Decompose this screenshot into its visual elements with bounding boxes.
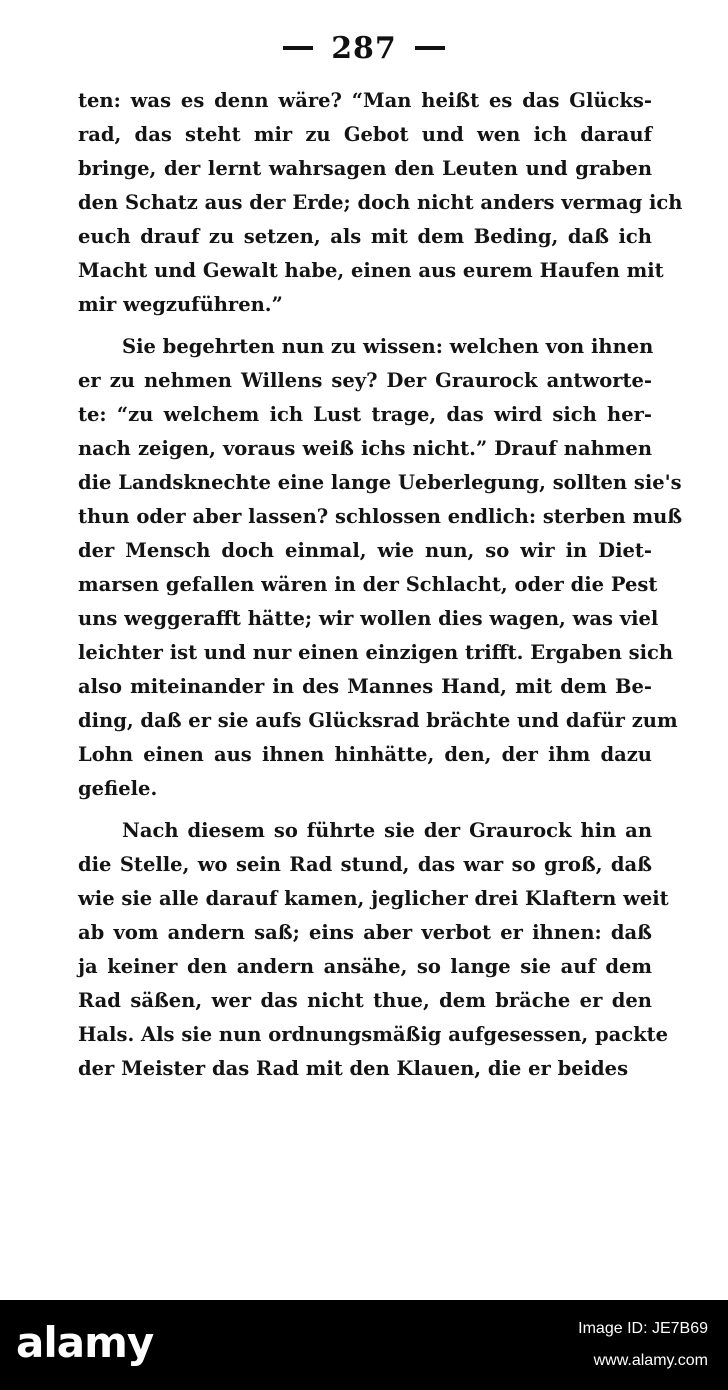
text-line: die Landsknechte eine lange Ueberlegung, sollten sie's	[78, 471, 682, 494]
text-line: ding, daß er sie aufs Glücksrad brächte und dafür zum	[78, 709, 678, 732]
page-header	[0, 26, 728, 70]
text-line: thun oder aber lassen? schlossen endlich: sterben muß	[78, 505, 683, 528]
text-line: der Mensch doch einmal, wie nun, so wir in Diet-	[78, 539, 652, 562]
text-line: bringe, der lernt wahrsagen den Leuten und graben	[78, 157, 652, 180]
text-line: marsen gefallen wären in der Schlacht, oder die Pest	[78, 573, 658, 596]
text-line: also miteinander in des Mannes Hand, mit dem Be-	[78, 675, 652, 698]
right-dash-ornament	[415, 46, 445, 50]
text-line: Hals. Als sie nun ordnungsmäßig aufgesessen, packte	[78, 1023, 669, 1046]
image-id-label: Image ID: JE7B69	[578, 1320, 708, 1337]
watermark-bar	[0, 1300, 728, 1390]
text-line: den Schatz aus der Erde; doch nicht anders vermag ich	[78, 191, 683, 214]
text-line: Macht und Gewalt habe, einen aus eurem Haufen mit	[78, 259, 664, 282]
text-line: Rad säßen, wer das nicht thue, dem bräche er den	[78, 989, 652, 1012]
text-line: gefiele.	[78, 777, 158, 800]
paragraph-gap	[78, 806, 652, 814]
text-line: die Stelle, wo sein Rad stund, das war so groß, daß	[78, 853, 652, 876]
paragraph	[78, 84, 683, 322]
text-line: Sie begehrten nun zu wissen: welchen von ihnen	[122, 335, 654, 358]
text-line: er zu nehmen Willens sey? Der Graurock antworte-	[78, 369, 652, 392]
text-line: leichter ist und nur einen einzigen trifft. Ergaben sich	[78, 641, 674, 664]
text-line: euch drauf zu setzen, als mit dem Beding, daß ich	[78, 225, 652, 248]
text-line: mir wegzuführen.”	[78, 293, 283, 316]
text-line: Lohn einen aus ihnen hinhätte, den, der ihm dazu	[78, 743, 652, 766]
text-line: ab vom andern saß; eins aber verbot er ihnen: daß	[78, 921, 652, 944]
text-line: ten: was es denn wäre? “Man heißt es das Glücks-	[78, 89, 652, 112]
body-text	[78, 84, 683, 1086]
text-line: Nach diesem so führte sie der Graurock hin an	[122, 819, 652, 842]
text-line: nach zeigen, voraus weiß ichs nicht.” Drauf nahmen	[78, 437, 652, 460]
text-line: der Meister das Rad mit den Klauen, die er beides	[78, 1057, 629, 1080]
text-line: rad, das steht mir zu Gebot und wen ich darauf	[78, 123, 652, 146]
paragraph	[78, 330, 683, 806]
text-line: wie sie alle darauf kamen, jeglicher drei Klaftern weit	[78, 887, 669, 910]
text-line: te: “zu welchem ich Lust trage, das wird sich her-	[78, 403, 652, 426]
alamy-logo: alamy	[16, 1318, 154, 1367]
text-line: uns weggerafft hätte; wir wollen dies wagen, was viel	[78, 607, 659, 630]
page-number: 287	[331, 30, 397, 66]
left-dash-ornament	[283, 46, 313, 50]
paragraph-gap	[78, 322, 652, 330]
site-url-label: www.alamy.com	[593, 1352, 708, 1369]
paragraph	[78, 814, 669, 1086]
text-line: ja keiner den andern ansähe, so lange sie auf dem	[78, 955, 652, 978]
